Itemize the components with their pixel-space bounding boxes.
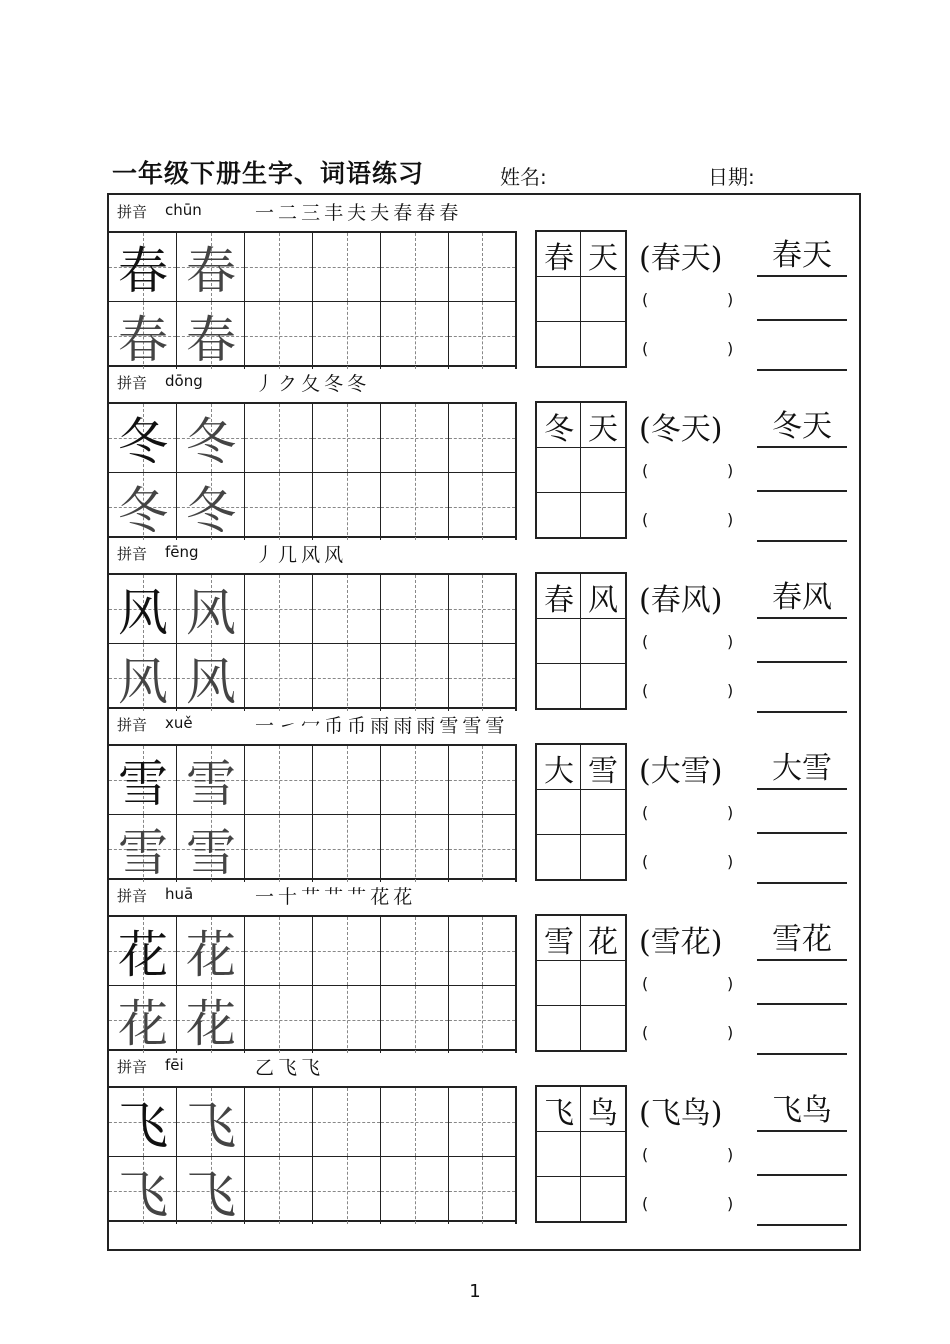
pinyin-value: fēng xyxy=(165,543,199,561)
model-char-cell xyxy=(109,985,177,1053)
word-text: 春天 xyxy=(650,241,711,276)
word-character: 天 xyxy=(588,411,618,447)
word-practice-cell[interactable] xyxy=(537,322,581,367)
model-character: 雪 xyxy=(186,755,236,813)
paren-open: ( xyxy=(642,1194,649,1213)
practice-row xyxy=(109,708,859,882)
pinyin-value: chūn xyxy=(165,201,202,219)
blank-answer-line[interactable] xyxy=(757,1223,847,1226)
practice-row xyxy=(109,1050,859,1224)
word-character: 飞 xyxy=(544,1095,574,1131)
word-character: 鸟 xyxy=(588,1095,618,1131)
blank-answer-line[interactable] xyxy=(757,489,847,492)
paren-open: ( xyxy=(639,583,651,618)
practice-cell[interactable] xyxy=(381,917,449,985)
practice-cell[interactable] xyxy=(381,1088,449,1156)
pinyin-value: dōng xyxy=(165,372,203,390)
paren-open: ( xyxy=(639,925,651,960)
word-char-cell xyxy=(537,745,581,790)
pinyin-label: 拼音 xyxy=(117,203,148,221)
blank-answer-line[interactable] xyxy=(757,318,847,321)
stroke-order: 丿 几 风 风 xyxy=(255,544,343,566)
word-text: 冬天 xyxy=(650,412,711,447)
practice-cell[interactable] xyxy=(381,404,449,472)
word-practice-cell[interactable] xyxy=(537,448,581,493)
practice-cell[interactable] xyxy=(313,575,381,643)
word-grid xyxy=(535,401,627,539)
practice-cell[interactable] xyxy=(313,746,381,814)
word-text: 大雪 xyxy=(650,754,711,789)
word-answer-line: 雪花 xyxy=(757,921,847,961)
word-practice-cell[interactable] xyxy=(581,790,625,835)
word-char-cell xyxy=(581,574,625,619)
word-char-cell xyxy=(537,574,581,619)
paren-open: ( xyxy=(639,754,651,789)
paren-close: ) xyxy=(710,1096,723,1131)
word-text: 雪花 xyxy=(650,925,711,960)
word-practice-cell[interactable] xyxy=(581,448,625,493)
date-label: 日期: xyxy=(708,165,755,189)
model-char-cell xyxy=(177,575,245,643)
model-char-cell xyxy=(109,233,177,301)
pinyin-value: fēi xyxy=(165,1056,184,1074)
writing-grid xyxy=(109,915,517,1051)
word-practice-cell[interactable] xyxy=(537,1006,581,1051)
model-character: 花 xyxy=(118,926,168,984)
paren-open: ( xyxy=(642,852,649,871)
practice-cell[interactable] xyxy=(313,1088,381,1156)
word-practice-cell[interactable] xyxy=(537,277,581,322)
paren-close: ) xyxy=(710,241,723,276)
practice-cell[interactable] xyxy=(313,472,381,540)
practice-cell[interactable] xyxy=(245,233,313,301)
word-in-parens xyxy=(639,1088,722,1132)
practice-cell[interactable] xyxy=(313,917,381,985)
model-character: 花 xyxy=(186,926,236,984)
model-character: 风 xyxy=(118,584,168,642)
word-practice-cell[interactable] xyxy=(537,961,581,1006)
model-char-cell xyxy=(109,1088,177,1156)
practice-cell[interactable] xyxy=(313,404,381,472)
practice-cell[interactable] xyxy=(449,643,517,711)
practice-cell[interactable] xyxy=(313,1156,381,1224)
model-char-cell xyxy=(177,746,245,814)
word-in-parens xyxy=(639,917,722,961)
model-char-cell xyxy=(109,404,177,472)
practice-cell[interactable] xyxy=(245,301,313,369)
pinyin-value: xuě xyxy=(165,714,193,732)
model-char-cell xyxy=(109,643,177,711)
practice-cell[interactable] xyxy=(449,814,517,882)
model-char-cell xyxy=(177,301,245,369)
practice-cell[interactable] xyxy=(449,917,517,985)
word-grid xyxy=(535,572,627,710)
model-character: 飞 xyxy=(186,1097,236,1155)
model-char-cell xyxy=(177,404,245,472)
model-character: 雪 xyxy=(118,755,168,813)
model-character: 花 xyxy=(186,995,236,1053)
model-character: 花 xyxy=(118,995,168,1053)
practice-row xyxy=(109,366,859,540)
model-character: 春 xyxy=(186,311,236,369)
paren-close: ) xyxy=(727,681,734,700)
paren-close: ) xyxy=(727,1194,734,1213)
paren-close: ) xyxy=(727,339,734,358)
paren-open: ( xyxy=(639,1096,651,1131)
paren-close: ) xyxy=(710,583,723,618)
stroke-order: 乙 飞 飞 xyxy=(255,1057,320,1079)
word-practice-cell[interactable] xyxy=(537,790,581,835)
model-char-cell xyxy=(177,1088,245,1156)
stroke-order: 一 二 三 丰 夫 夫 春 春 春 xyxy=(255,202,458,224)
stroke-order: 一 十 艹 艹 艹 花 花 xyxy=(255,886,412,908)
word-practice-cell[interactable] xyxy=(581,1006,625,1051)
practice-cell[interactable] xyxy=(449,301,517,369)
writing-grid xyxy=(109,744,517,880)
word-practice-cell[interactable] xyxy=(581,961,625,1006)
practice-cell[interactable] xyxy=(313,814,381,882)
practice-cell[interactable] xyxy=(245,575,313,643)
practice-cell[interactable] xyxy=(313,301,381,369)
paren-close: ) xyxy=(710,412,723,447)
practice-cell[interactable] xyxy=(381,814,449,882)
pinyin-label: 拼音 xyxy=(117,887,148,905)
word-practice-cell[interactable] xyxy=(581,835,625,880)
paren-open: ( xyxy=(642,461,649,480)
model-char-cell xyxy=(109,301,177,369)
practice-cell[interactable] xyxy=(245,643,313,711)
paren-open: ( xyxy=(642,290,649,309)
word-char-cell xyxy=(537,916,581,961)
paren-close: ) xyxy=(727,461,734,480)
word-char-cell xyxy=(581,1087,625,1132)
practice-cell[interactable] xyxy=(381,643,449,711)
word-character: 大 xyxy=(544,753,574,789)
word-practice-cell[interactable] xyxy=(537,619,581,664)
model-char-cell xyxy=(109,917,177,985)
model-char-cell xyxy=(177,472,245,540)
word-practice-cell[interactable] xyxy=(581,277,625,322)
paren-close: ) xyxy=(727,510,734,529)
practice-cell[interactable] xyxy=(449,1156,517,1224)
model-character: 春 xyxy=(118,311,168,369)
paren-close: ) xyxy=(727,852,734,871)
writing-grid xyxy=(109,1086,517,1222)
model-char-cell xyxy=(177,233,245,301)
word-in-parens xyxy=(639,575,722,619)
model-character: 风 xyxy=(118,653,168,711)
paren-open: ( xyxy=(642,632,649,651)
word-answer-line: 春风 xyxy=(757,579,847,619)
practice-cell[interactable] xyxy=(381,746,449,814)
word-answer-line: 冬天 xyxy=(757,408,847,448)
paren-open: ( xyxy=(642,1023,649,1042)
practice-cell[interactable] xyxy=(381,985,449,1053)
model-char-cell xyxy=(177,643,245,711)
blank-answer-line[interactable] xyxy=(757,660,847,663)
word-practice-cell[interactable] xyxy=(537,1132,581,1177)
practice-cell[interactable] xyxy=(381,575,449,643)
practice-row xyxy=(109,195,859,369)
practice-cell[interactable] xyxy=(245,985,313,1053)
practice-cell[interactable] xyxy=(449,985,517,1053)
name-label: 姓名: xyxy=(500,165,547,189)
worksheet-frame xyxy=(107,193,861,1251)
word-practice-cell[interactable] xyxy=(581,664,625,709)
paren-open: ( xyxy=(639,412,651,447)
paren-open: ( xyxy=(642,803,649,822)
model-char-cell xyxy=(177,814,245,882)
model-char-cell xyxy=(109,814,177,882)
word-char-cell xyxy=(581,745,625,790)
practice-cell[interactable] xyxy=(245,814,313,882)
word-grid xyxy=(535,230,627,368)
blank-answer-line[interactable] xyxy=(757,1173,847,1176)
paren-open: ( xyxy=(642,974,649,993)
word-practice-cell[interactable] xyxy=(581,1177,625,1222)
paren-close: ) xyxy=(727,974,734,993)
word-character: 雪 xyxy=(588,753,618,789)
word-practice-cell[interactable] xyxy=(537,493,581,538)
practice-cell[interactable] xyxy=(449,233,517,301)
word-character: 春 xyxy=(544,582,574,618)
worksheet-title: 一年级下册生字、词语练习 xyxy=(112,159,425,188)
model-char-cell xyxy=(109,1156,177,1224)
practice-cell[interactable] xyxy=(245,472,313,540)
word-practice-cell[interactable] xyxy=(581,619,625,664)
word-char-cell xyxy=(537,403,581,448)
writing-grid xyxy=(109,402,517,538)
word-character: 冬 xyxy=(544,411,574,447)
model-character: 冬 xyxy=(186,413,236,471)
word-answer-line: 大雪 xyxy=(757,750,847,790)
model-character: 冬 xyxy=(118,413,168,471)
word-text: 春风 xyxy=(650,583,711,618)
word-char-cell xyxy=(537,1087,581,1132)
word-char-cell xyxy=(537,232,581,277)
word-practice-cell[interactable] xyxy=(537,664,581,709)
paren-close: ) xyxy=(727,632,734,651)
model-character: 飞 xyxy=(118,1097,168,1155)
paren-close: ) xyxy=(710,754,723,789)
practice-cell[interactable] xyxy=(313,985,381,1053)
word-character: 雪 xyxy=(544,924,574,960)
model-character: 春 xyxy=(186,242,236,300)
practice-cell[interactable] xyxy=(449,404,517,472)
practice-cell[interactable] xyxy=(245,746,313,814)
word-answer-line: 飞鸟 xyxy=(757,1092,847,1132)
word-character: 花 xyxy=(588,924,618,960)
paren-close: ) xyxy=(727,1145,734,1164)
stroke-order: 一 ㇀ 冖 币 币 雨 雨 雨 雪 雪 雪 xyxy=(255,715,504,737)
paren-close: ) xyxy=(727,803,734,822)
page-number: 1 xyxy=(469,1281,481,1302)
practice-cell[interactable] xyxy=(381,472,449,540)
word-practice-cell[interactable] xyxy=(581,322,625,367)
practice-cell[interactable] xyxy=(245,917,313,985)
practice-cell[interactable] xyxy=(381,1156,449,1224)
word-grid xyxy=(535,743,627,881)
model-char-cell xyxy=(177,985,245,1053)
stroke-order: 丿 ク 夂 冬 冬 xyxy=(255,373,366,395)
word-character: 风 xyxy=(588,582,618,618)
practice-cell[interactable] xyxy=(449,575,517,643)
model-character: 冬 xyxy=(118,482,168,540)
model-character: 冬 xyxy=(186,482,236,540)
writing-grid xyxy=(109,231,517,367)
word-in-parens xyxy=(639,746,722,790)
model-character: 飞 xyxy=(186,1166,236,1224)
pinyin-label: 拼音 xyxy=(117,716,148,734)
model-char-cell xyxy=(109,472,177,540)
blank-answer-line[interactable] xyxy=(757,1002,847,1005)
word-text: 飞鸟 xyxy=(650,1096,711,1131)
practice-row xyxy=(109,537,859,711)
word-character: 天 xyxy=(588,240,618,276)
practice-cell[interactable] xyxy=(381,233,449,301)
model-char-cell xyxy=(177,1156,245,1224)
word-char-cell xyxy=(581,232,625,277)
pinyin-label: 拼音 xyxy=(117,545,148,563)
word-answer-line: 春天 xyxy=(757,237,847,277)
model-char-cell xyxy=(109,575,177,643)
blank-answer-line[interactable] xyxy=(757,831,847,834)
paren-close: ) xyxy=(727,1023,734,1042)
paren-close: ) xyxy=(710,925,723,960)
model-character: 风 xyxy=(186,584,236,642)
practice-cell[interactable] xyxy=(449,746,517,814)
writing-grid xyxy=(109,573,517,709)
paren-open: ( xyxy=(639,241,651,276)
practice-cell[interactable] xyxy=(381,301,449,369)
word-character: 春 xyxy=(544,240,574,276)
model-character: 风 xyxy=(186,653,236,711)
model-character: 雪 xyxy=(186,824,236,882)
word-grid xyxy=(535,914,627,1052)
word-grid xyxy=(535,1085,627,1223)
practice-cell[interactable] xyxy=(245,1156,313,1224)
model-character: 雪 xyxy=(118,824,168,882)
word-practice-cell[interactable] xyxy=(581,493,625,538)
word-in-parens xyxy=(639,404,722,448)
paren-open: ( xyxy=(642,339,649,358)
pinyin-label: 拼音 xyxy=(117,1058,148,1076)
pinyin-value: huā xyxy=(165,885,194,903)
model-char-cell xyxy=(177,917,245,985)
word-practice-cell[interactable] xyxy=(581,1132,625,1177)
paren-open: ( xyxy=(642,510,649,529)
model-character: 春 xyxy=(118,242,168,300)
model-character: 飞 xyxy=(118,1166,168,1224)
practice-cell[interactable] xyxy=(245,404,313,472)
model-char-cell xyxy=(109,746,177,814)
practice-cell[interactable] xyxy=(245,1088,313,1156)
paren-open: ( xyxy=(642,1145,649,1164)
practice-row xyxy=(109,879,859,1053)
word-in-parens xyxy=(639,233,722,277)
word-char-cell xyxy=(581,403,625,448)
practice-cell[interactable] xyxy=(313,643,381,711)
practice-cell[interactable] xyxy=(313,233,381,301)
practice-cell[interactable] xyxy=(449,472,517,540)
pinyin-label: 拼音 xyxy=(117,374,148,392)
paren-open: ( xyxy=(642,681,649,700)
word-char-cell xyxy=(581,916,625,961)
word-practice-cell[interactable] xyxy=(537,1177,581,1222)
paren-close: ) xyxy=(727,290,734,309)
word-practice-cell[interactable] xyxy=(537,835,581,880)
practice-cell[interactable] xyxy=(449,1088,517,1156)
